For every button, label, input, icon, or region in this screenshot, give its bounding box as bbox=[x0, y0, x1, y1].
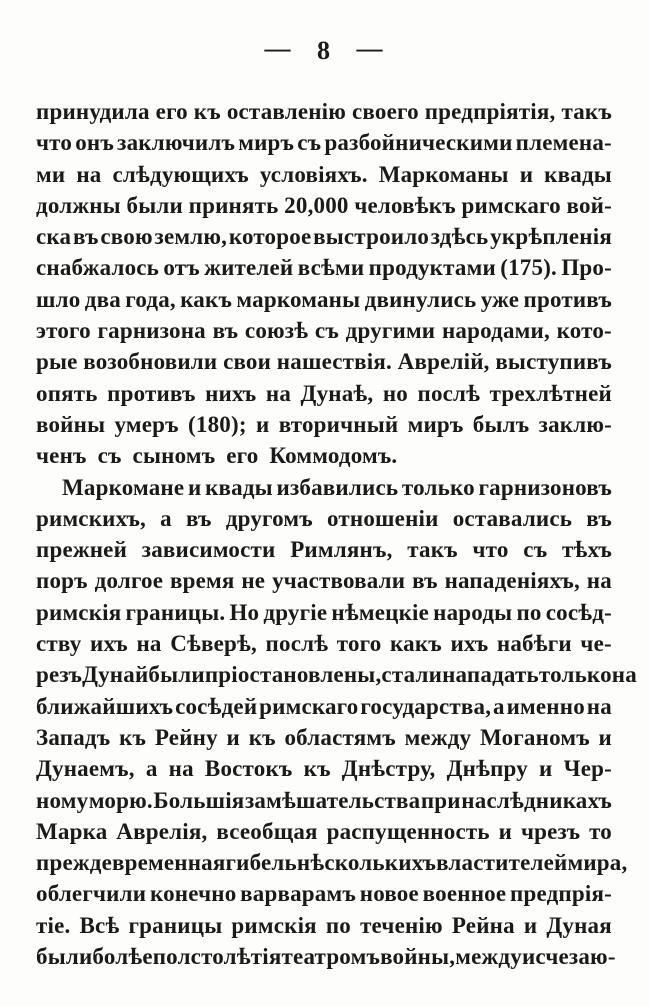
text-line: ближайшихъ сосѣдей римскаго государства, а именно на bbox=[36, 693, 612, 719]
text-line: прежней зависимости Римлянъ, такъ что съ тѣхъ bbox=[36, 537, 612, 563]
page-text bbox=[36, 96, 637, 972]
text-line: преждевременная гибель нѣсколькихъ властителей мира, bbox=[36, 850, 628, 876]
text-line: резъ Дунай были пріостановлены, стали нападать только на bbox=[36, 662, 637, 688]
text-line: тіе. Всѣ границы римскія по теченію Рейна и Дуная bbox=[36, 912, 612, 938]
text-line: шло два года, какъ маркоманы двинулись уже противъ bbox=[36, 286, 612, 312]
paragraph bbox=[36, 96, 612, 472]
text-line: Маркомане и квады избавились только гарнизоновъ bbox=[62, 474, 612, 500]
text-line: что онъ заключилъ миръ съ разбойническими племена- bbox=[36, 130, 612, 156]
text-line: принудила его къ оставленію своего предпріятія, такъ bbox=[36, 99, 612, 124]
page-number: 8 bbox=[317, 36, 331, 65]
text-line: Западъ къ Рейну и къ областямъ между Моганомъ и bbox=[36, 724, 612, 750]
text-line: поръ долгое время не участвовали въ нападеніяхъ, на bbox=[36, 568, 612, 594]
header-dash-left: — bbox=[264, 34, 292, 63]
text-line: этого гарнизона въ союзѣ съ другими народами, кото- bbox=[36, 318, 612, 344]
text-line: ному морю. Большія замѣшательства при наслѣдникахъ bbox=[36, 787, 612, 813]
text-line: опять противъ нихъ на Дунаѣ, но послѣ трехлѣтней bbox=[36, 380, 612, 406]
text-line: ска въ свою землю, которое выстроило здѣсь укрѣпленія bbox=[36, 224, 612, 250]
page-header bbox=[36, 36, 612, 66]
text-line: римскія границы. Но другіе нѣмецкіе народы по сосѣд- bbox=[36, 599, 612, 625]
text-line: облегчили конечно варварамъ новое военное предпрія- bbox=[36, 881, 612, 907]
text-line: рые возобновили свои нашествія. Аврелій, выступивъ bbox=[36, 349, 612, 375]
text-line: снабжалось отъ жителей всѣми продуктами (175). Про- bbox=[36, 255, 612, 281]
text-line: Дунаемъ, а на Востокъ къ Днѣстру, Днѣпру и Чер- bbox=[36, 756, 612, 782]
text-line: должны были принять 20,000 человѣкъ римскаго вой- bbox=[36, 192, 612, 218]
text-line: войны умеръ (180); и вторичный миръ былъ заклю- bbox=[36, 411, 612, 437]
text-line: ми на слѣдующихъ условіяхъ. Маркоманы и квады bbox=[36, 161, 612, 187]
text-line: ченъ съ сыномъ его Коммодомъ. bbox=[36, 443, 398, 469]
paragraph bbox=[36, 472, 637, 973]
text-line: были болѣе полстолѣтія театромъ войны, между исчезаю- bbox=[36, 944, 616, 970]
text-line: римскихъ, а въ другомъ отношеніи оставались въ bbox=[36, 505, 612, 531]
header-dash-right: — bbox=[356, 34, 384, 63]
text-line: Марка Аврелія, всеобщая распущенность и чрезъ то bbox=[36, 818, 612, 844]
text-line: ству ихъ на Сѣверѣ, послѣ того какъ ихъ набѣги че- bbox=[36, 631, 612, 657]
